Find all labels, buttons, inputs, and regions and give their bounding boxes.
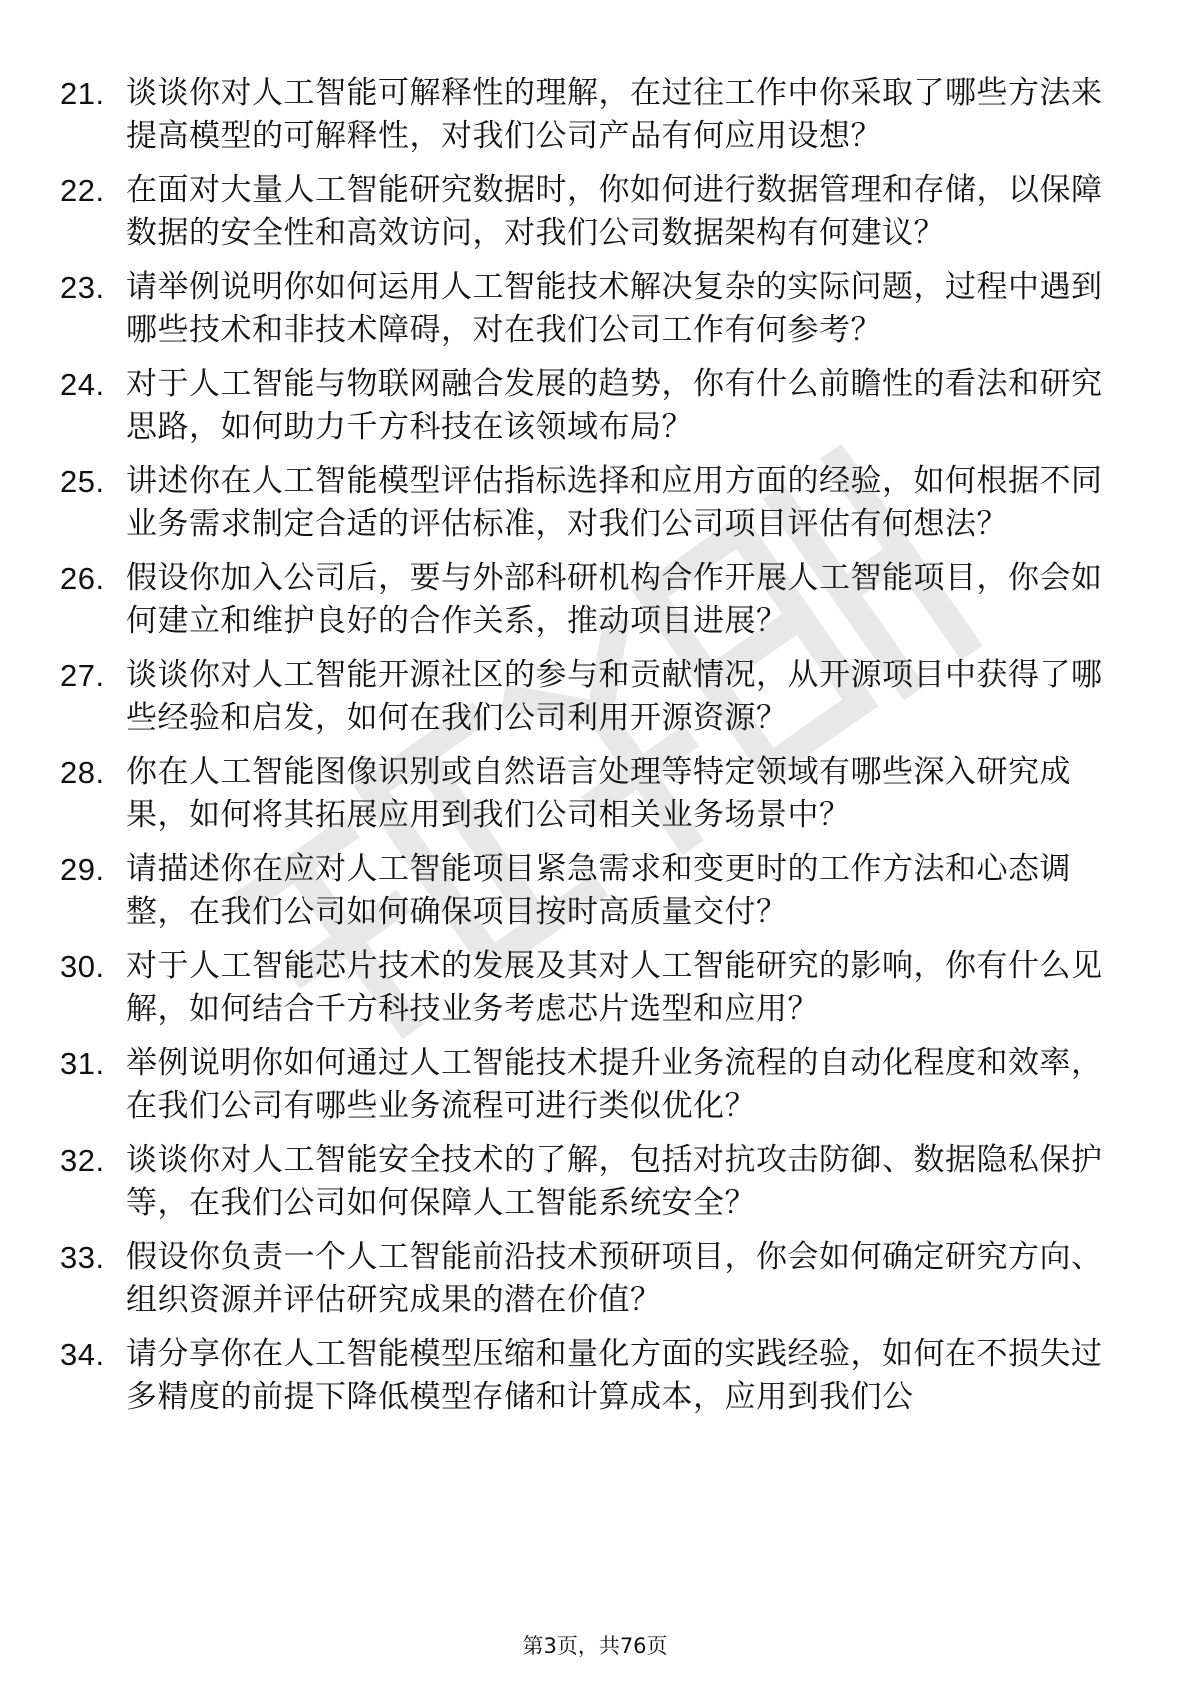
- question-item-33: [60, 1236, 1120, 1322]
- question-item-22: [60, 169, 1120, 255]
- question-number: 34.: [60, 1337, 105, 1372]
- question-text: 请举例说明你如何运用人工智能技术解决复杂的实际问题，过程中遇到哪些技术和非技术障碍，对在我们公司工作有何参考？: [126, 269, 1103, 348]
- question-number: 21.: [60, 76, 105, 111]
- question-number: 23.: [60, 270, 105, 305]
- question-number: 27.: [60, 658, 105, 693]
- page-number-label: 第3页，共76页: [522, 1634, 668, 1658]
- question-item-29: [60, 848, 1120, 934]
- question-text: 讲述你在人工智能模型评估指标选择和应用方面的经验，如何根据不同业务需求制定合适的评估标准，对我们公司项目评估有何想法？: [126, 463, 1103, 542]
- question-number: 22.: [60, 173, 105, 208]
- question-item-23: [60, 266, 1120, 352]
- question-text: 请描述你在应对人工智能项目紧急需求和变更时的工作方法和心态调整，在我们公司如何确保项目按时高质量交付？: [126, 851, 1071, 930]
- question-item-21: [60, 72, 1120, 158]
- question-text: 在面对大量人工智能研究数据时，你如何进行数据管理和存储，以保障数据的安全性和高效访问，对我们公司数据架构有何建议？: [126, 172, 1103, 251]
- question-text: 谈谈你对人工智能安全技术的了解，包括对抗攻击防御、数据隐私保护等，在我们公司如何保障人工智能系统安全？: [126, 1142, 1103, 1221]
- question-number: 25.: [60, 464, 105, 499]
- question-text: 对于人工智能芯片技术的发展及其对人工智能研究的影响，你有什么见解，如何结合千方科技业务考虑芯片选型和应用？: [126, 948, 1103, 1027]
- question-text: 谈谈你对人工智能可解释性的理解，在过往工作中你采取了哪些方法来提高模型的可解释性，对我们公司产品有何应用设想？: [126, 75, 1103, 154]
- question-number: 26.: [60, 561, 105, 596]
- question-item-28: [60, 751, 1120, 837]
- question-text: 举例说明你如何通过人工智能技术提升业务流程的自动化程度和效率，在我们公司有哪些业务流程可进行类似优化？: [126, 1045, 1103, 1124]
- question-item-26: [60, 557, 1120, 643]
- question-text: 假设你加入公司后，要与外部科研机构合作开展人工智能项目，你会如何建立和维护良好的合作关系，推动项目进展？: [126, 560, 1103, 639]
- question-list: [60, 72, 1120, 1430]
- question-number: 33.: [60, 1240, 105, 1275]
- question-number: 24.: [60, 367, 105, 402]
- page-footer: [0, 1630, 1190, 1660]
- question-text: 对于人工智能与物联网融合发展的趋势，你有什么前瞻性的看法和研究思路，如何助力千方科技在该领域布局？: [126, 366, 1103, 445]
- question-number: 29.: [60, 852, 105, 887]
- question-number: 31.: [60, 1046, 105, 1081]
- question-text: 假设你负责一个人工智能前沿技术预研项目，你会如何确定研究方向、组织资源并评估研究成果的潜在价值？: [126, 1239, 1103, 1318]
- question-number: 32.: [60, 1143, 105, 1178]
- question-item-25: [60, 460, 1120, 546]
- question-item-24: [60, 363, 1120, 449]
- question-text: 你在人工智能图像识别或自然语言处理等特定领域有哪些深入研究成果，如何将其拓展应用到我们公司相关业务场景中？: [126, 754, 1071, 833]
- question-item-30: [60, 945, 1120, 1031]
- question-text: 请分享你在人工智能模型压缩和量化方面的实践经验，如何在不损失过多精度的前提下降低模型存储和计算成本，应用到我们公: [126, 1336, 1103, 1415]
- question-number: 28.: [60, 755, 105, 790]
- question-item-31: [60, 1042, 1120, 1128]
- question-item-32: [60, 1139, 1120, 1225]
- question-text: 谈谈你对人工智能开源社区的参与和贡献情况，从开源项目中获得了哪些经验和启发，如何在我们公司利用开源资源？: [126, 657, 1103, 736]
- question-number: 30.: [60, 949, 105, 984]
- question-item-34: [60, 1333, 1120, 1419]
- question-item-27: [60, 654, 1120, 740]
